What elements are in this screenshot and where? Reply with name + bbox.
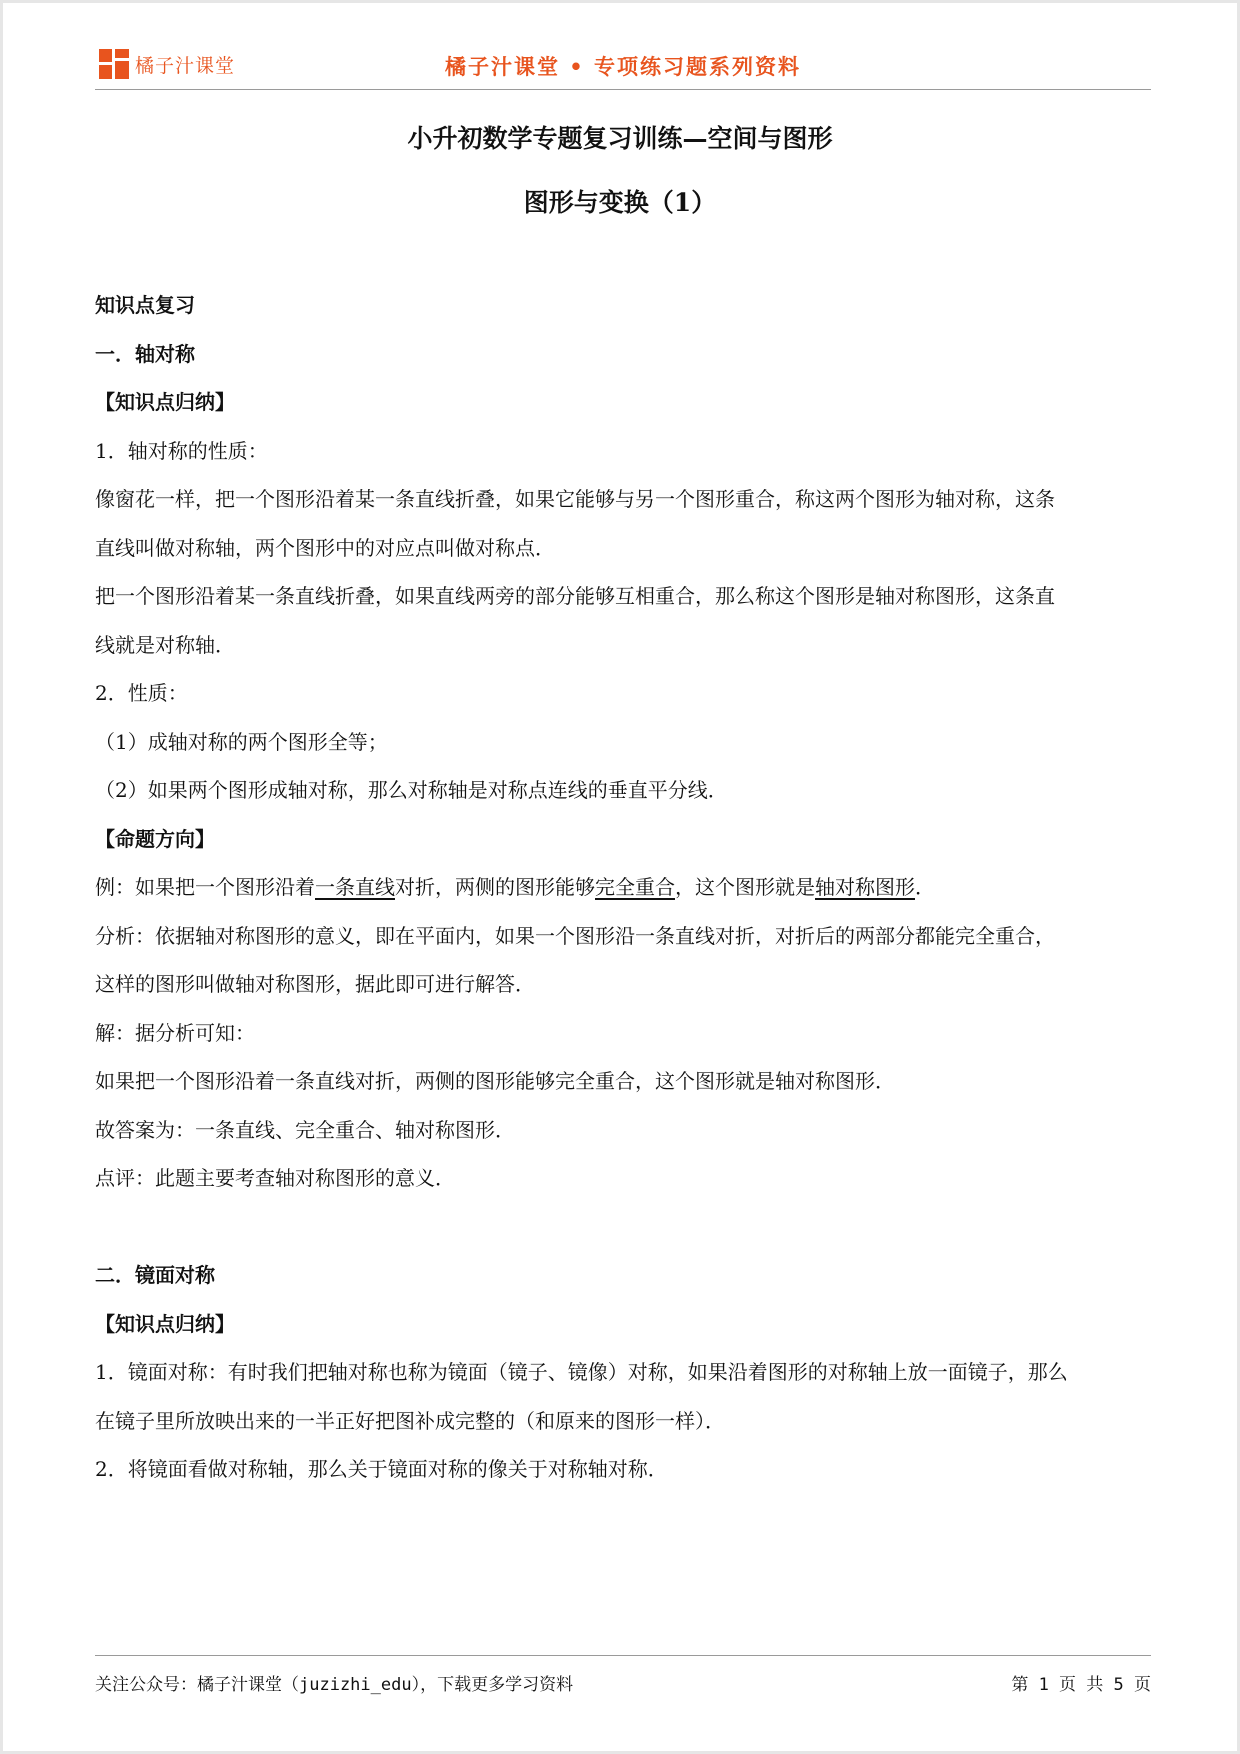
paragraph-line: 把一个图形沿着某一条直线折叠，如果直线两旁的部分能够互相重合，那么称这个图形是轴对称图形，这条直 [95, 584, 1055, 608]
answer-blank: 一条直线 [315, 875, 395, 899]
paragraph: 2．性质： [95, 681, 188, 705]
page-footer [95, 1655, 1151, 1700]
page-header [95, 43, 1151, 90]
direction-tag: 【命题方向】 [95, 826, 215, 851]
review-heading: 知识点复习 [95, 293, 195, 317]
solution-text: 如果把一个图形沿着一条直线对折，两侧的图形能够完全重合，这个图形就是轴对称图形． [95, 1069, 895, 1093]
example-text: ，这个图形就是 [675, 875, 815, 899]
document-title: 小升初数学专题复习训练—空间与图形 [407, 124, 833, 153]
knowledge-tag: 【知识点归纳】 [95, 390, 235, 414]
solution-label: 解：据分析可知： [95, 1020, 255, 1045]
page-number: 第 1 页 共 5 页 [1011, 1675, 1151, 1695]
knowledge-tag: 【知识点归纳】 [95, 1311, 235, 1336]
answer-blank: 完全重合 [595, 875, 675, 899]
example-question [95, 863, 1151, 912]
answer-line: 故答案为：一条直线、完全重合、轴对称图形． [95, 1117, 515, 1142]
paragraph: 1．轴对称的性质： [95, 438, 268, 463]
list-item: （1）成轴对称的两个图形全等； [95, 729, 388, 754]
list-item: （2）如果两个图形成轴对称，那么对称轴是对称点连线的垂直平分线． [95, 778, 728, 802]
answer-blank: 轴对称图形 [815, 875, 915, 899]
document-page [3, 3, 1237, 1751]
paragraph-line: 在镜子里所放映出来的一半正好把图补成完整的（和原来的图形一样）． [95, 1408, 725, 1433]
logo-text: 橘子汁课堂 [135, 54, 236, 77]
example-text: 例：如果把一个图形沿着 [95, 875, 315, 899]
footer-note: 关注公众号：橘子汁课堂（juzizhi_edu），下载更多学习资料 [95, 1675, 574, 1695]
paragraph-line: 1．镜面对称：有时我们把轴对称也称为镜面（镜子、镜像）对称，如果沿着图形的对称轴上放一面镜子，那么 [95, 1360, 1068, 1384]
paragraph-line: 线就是对称轴． [95, 632, 235, 657]
analysis-line: 这样的图形叫做轴对称图形，据此即可进行解答． [95, 972, 535, 996]
paragraph-line: 直线叫做对称轴，两个图形中的对应点叫做对称点． [95, 535, 555, 560]
section-heading: 一．轴对称 [95, 341, 195, 366]
paragraph: 2．将镜面看做对称轴，那么关于镜面对称的像关于对称轴对称． [95, 1457, 668, 1481]
section-heading: 二．镜面对称 [95, 1263, 215, 1287]
header-title: 橘子汁课堂 • 专项练习题系列资料 [444, 55, 802, 79]
paragraph-line: 像窗花一样，把一个图形沿着某一条直线折叠，如果它能够与另一个图形重合，称这两个图形为轴对称，这条 [95, 487, 1055, 511]
analysis-line: 分析：依据轴对称图形的意义，即在平面内，如果一个图形沿一条直线对折，对折后的两部分都能完全重合， [95, 923, 1055, 948]
spacer [95, 1203, 1151, 1252]
example-text: ． [915, 875, 935, 899]
document-subtitle: 图形与变换（1） [523, 188, 717, 217]
example-text: 对折，两侧的图形能够 [395, 875, 595, 899]
document-body [95, 281, 1151, 1494]
comment-line: 点评：此题主要考查轴对称图形的意义． [95, 1166, 455, 1190]
